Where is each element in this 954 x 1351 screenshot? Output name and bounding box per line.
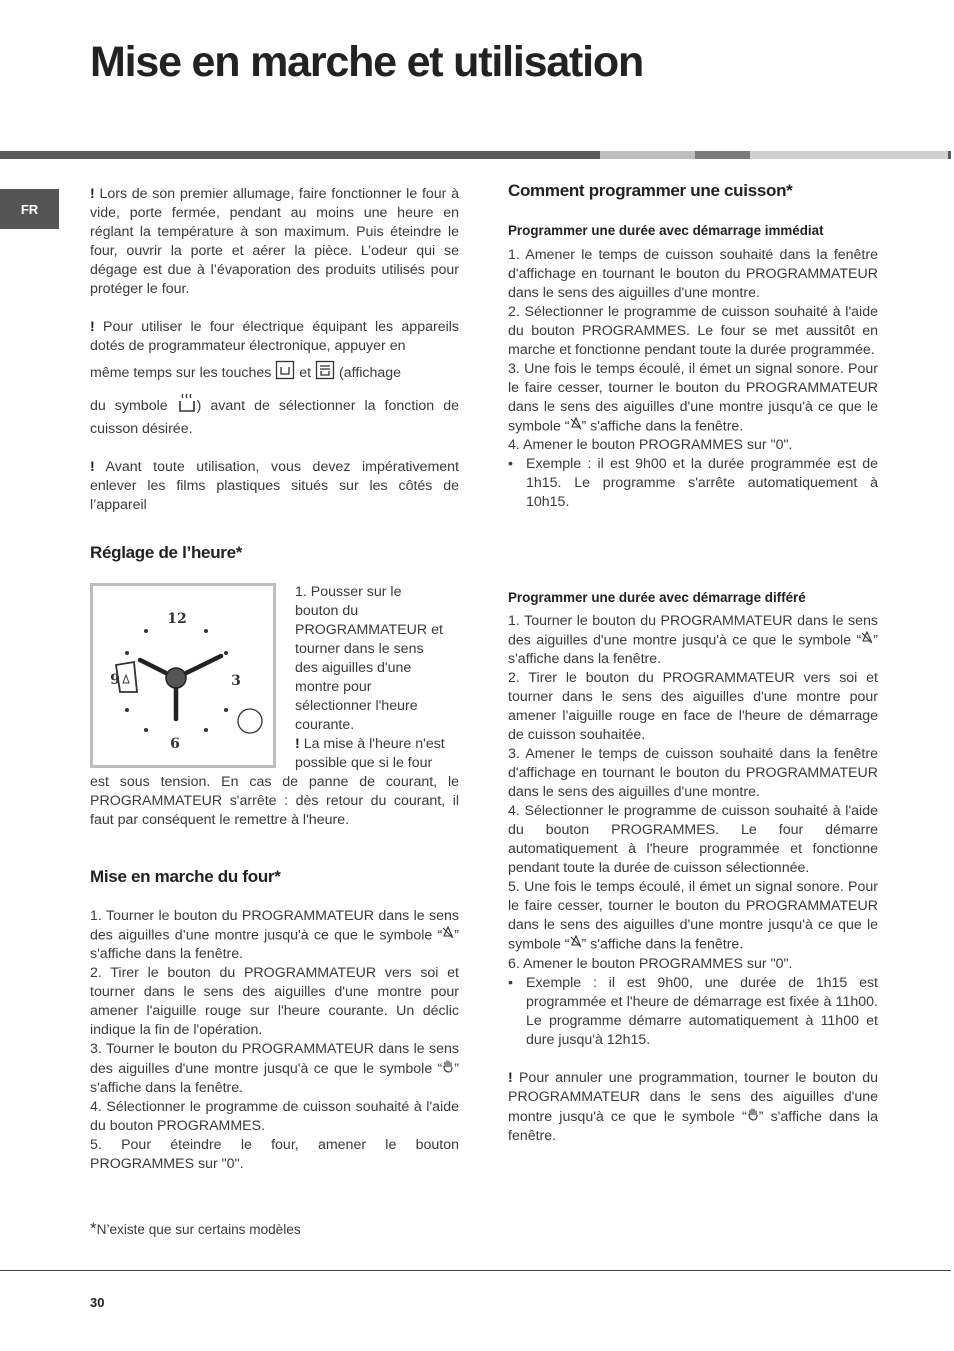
mise-step-4: 4. Sélectionner le programme de cuisson souhaité à l'aide du bouton PROGRAMMES. — [90, 1099, 459, 1135]
language-tab: FR — [0, 189, 59, 229]
cuisson-b-step-5: 5. Une fois le temps écoulé, il émet un signal sonore. Pour le faire cesser, tourner le bouton du PROGRAMMATEUR dans le sens des aiguilles d'une montre jusqu'à ce que le symbole “ ” s'affiche dans la fenêtre. — [508, 879, 878, 953]
mise-step-1: 1. Tourner le bouton du PROGRAMMATEUR dans le sens des aiguilles d’une montre jusqu'à ce que le symbole “ ” s'affiche dans la fenêtre. — [90, 908, 459, 963]
reglage-note-continued: est sous tension. En cas de panne de courant, le PROGRAMMATEUR s'arrête : dès retour du courant, il faut par conséquent le remettre à l'heure. — [90, 774, 459, 828]
intro-paragraph-3: ! Avant toute utilisation, vous devez impérativement enlever les films plastiques situés sur les côtés de l’appareil — [90, 459, 459, 513]
manual-hand-icon — [747, 1107, 759, 1127]
cuisson-subheading-delayed: Programmer une durée avec démarrage différé — [508, 590, 806, 605]
page-title: Mise en marche et utilisation — [90, 38, 644, 86]
clock-3-label: 3 — [231, 673, 241, 689]
header-bar-end — [948, 151, 951, 159]
cuisson-b-step-1: 1. Tourner le bouton du PROGRAMMATEUR dans le sens des aiguilles d'une montre jusqu'à ce que le symbole “ ” s'affiche dans la fenêtre. — [508, 613, 878, 668]
clock-12-label: 12 — [167, 611, 187, 627]
cuisson-immediate-steps — [508, 246, 878, 512]
warning-mark: ! — [508, 1069, 513, 1086]
clock-6-label: 6 — [170, 736, 180, 752]
cooking-pot-symbol-icon — [177, 392, 197, 420]
reglage-note-line-1: ! La mise à l'heure n'est — [295, 736, 445, 752]
clock-center-knob — [166, 668, 186, 688]
clock-face — [93, 586, 273, 765]
cuisson-a-example: • Exemple : il est 9h00 et la durée programmée est de 1h15. Le programme s'arrête automatiquement à 10h15. — [508, 456, 878, 511]
cuisson-b-step-4: 4. Sélectionner le programme de cuisson souhaité à l'aide du bouton PROGRAMMES. Le four démarre automatiquement à l'heure programmée et fonctionne pendant toute la durée de cuisson sélectionnée. — [508, 803, 878, 877]
header-bar-dark — [0, 151, 600, 159]
alarm-bell-crossed-icon — [442, 926, 454, 945]
oven-grill-key-icon — [315, 360, 335, 386]
warning-mark: ! — [90, 459, 95, 475]
intro-paragraph-2b: même temps sur les touches et (affichage — [90, 360, 459, 386]
reglage-heading: Réglage de l’heure* — [90, 543, 243, 562]
warning-mark: ! — [90, 319, 95, 335]
cuisson-a-step-3: 3. Une fois le temps écoulé, il émet un signal sonore. Pour le faire cesser, tourner le bouton du PROGRAMMATEUR dans le sens des aiguilles d'une montre jusqu'à ce que le symbole “ ” s'affiche dans la fenêtre. — [508, 361, 878, 435]
cuisson-b-step-6: 6. Amener le bouton PROGRAMMES sur "0". — [508, 955, 793, 972]
clock-9-label: 9 — [110, 672, 120, 688]
manual-hand-icon — [442, 1059, 454, 1079]
mise-step-3: 3. Tourner le bouton du PROGRAMMATEUR dans le sens des aiguilles d'une montre jusqu'à ce que le symbole “ ” s'affiche dans la fenêtre. — [90, 1041, 459, 1097]
mise-step-2: 2. Tirer le bouton du PROGRAMMATEUR vers soi et tourner dans le sens des aiguilles d'une montre pour amener l'aiguille rouge sur l'heure courante. Un déclic indique la fin de l'opération. — [90, 965, 459, 1039]
cuisson-a-step-1: 1. Amener le temps de cuisson souhaité dans la fenêtre d'affichage en tournant le bouton du PROGRAMMATEUR dans le sens des aiguilles d'une montre. — [508, 247, 878, 301]
cuisson-delayed-steps — [508, 612, 878, 1146]
intro-paragraph-1: ! Lors de son premier allumage, faire fonctionner le four à vide, porte fermée, pendant au moins une heure en réglant la température à son maximum. Puis éteindre le four, ouvrir la porte et aérer la pièce. L’odeur qui se dégage est due à l’évaporation des produits utilisés pour protéger le four. — [90, 186, 459, 297]
cuisson-heading: Comment programmer une cuisson* — [508, 181, 793, 200]
footnote: *N’existe que sur certains modèles — [90, 1219, 301, 1238]
reglage-step-1: 1. Pousser sur le bouton du PROGRAMMATEUR et tourner dans le sens des aiguilles d'une montre pour sélectionner l'heure courante. ! La mise à l'heure n'est possible que si le four — [295, 583, 467, 773]
warning-mark: ! — [295, 736, 300, 752]
intro-paragraph-2a: ! Pour utiliser le four électrique équipant les appareils dotés de programmateur électronique, appuyer en — [90, 319, 459, 354]
cuisson-a-step-4: 4. Amener le bouton PROGRAMMES sur "0". — [508, 437, 793, 454]
alarm-bell-crossed-icon — [570, 935, 582, 954]
cuisson-subheading-immediate: Programmer une durée avec démarrage immédiat — [508, 223, 824, 238]
cuisson-b-step-3: 3. Amener le temps de cuisson souhaité dans la fenêtre d'affichage en tournant le bouton du PROGRAMMATEUR dans le sens des aiguilles d'une montre. — [508, 746, 878, 801]
header-bar-light — [600, 151, 695, 159]
mise-heading: Mise en marche du four* — [90, 867, 281, 886]
warning-mark: ! — [90, 186, 95, 202]
red-hand-marker — [238, 709, 262, 733]
cuisson-b-step-2: 2. Tirer le bouton du PROGRAMMATEUR vers soi et tourner dans le sens des aiguilles d'une montre pour amener l'aiguille rouge en face de l'heure de démarrage de cuisson souhaitée. — [508, 670, 878, 744]
alarm-bell-crossed-icon — [861, 631, 873, 650]
cuisson-cancel-note: ! Pour annuler une programmation, tourner le bouton du PROGRAMMATEUR dans le sens des aiguilles d'une montre jusqu'à ce que le symbole “ ” s'affiche dans la fenêtre. — [508, 1069, 878, 1144]
clock-illustration — [90, 583, 276, 768]
header-bar-pale — [750, 151, 948, 159]
cuisson-a-step-2: 2. Sélectionner le programme de cuisson souhaité à l'aide du bouton PROGRAMMES. Le four se met aussitôt en marche et fonctionne pendant toute la durée programmée. — [508, 304, 878, 358]
footer-rule — [0, 1270, 951, 1271]
page-number: 30 — [90, 1295, 105, 1310]
oven-bottom-key-icon — [275, 360, 295, 386]
intro-section — [90, 185, 459, 515]
header-bar-mid — [695, 151, 750, 159]
alarm-bell-crossed-icon — [570, 417, 582, 436]
cuisson-b-example: • Exemple : il est 9h00, une durée de 1h15 est programmée et l'heure de démarrage est fixée à 11h00. Le programme démarre automatiquement à 11h00 et dure jusqu'à 12h15. — [508, 974, 878, 1048]
mise-steps — [90, 907, 459, 1174]
mise-step-5: 5. Pour éteindre le four, amener le bouton PROGRAMMES sur "0". — [90, 1137, 459, 1173]
intro-paragraph-2c: du symbole ) avant de sélectionner la fonction de cuisson désirée. — [90, 392, 459, 439]
